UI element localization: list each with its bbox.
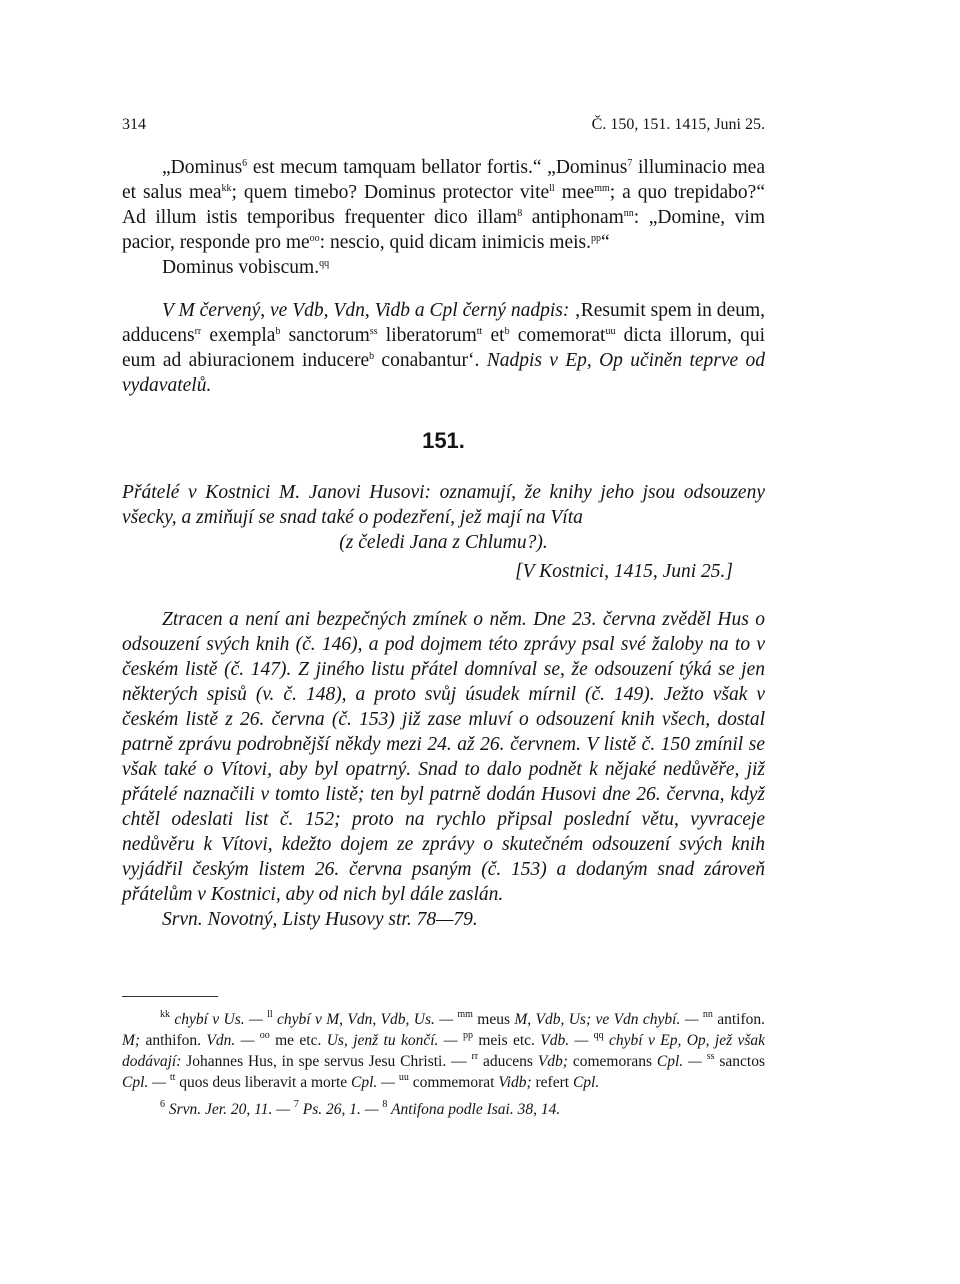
note-mark: ss [706,1051,715,1062]
document-number: 151. [422,428,465,453]
text-run: dicta illorum, qui eum ad abiuracionem inducere [122,325,766,371]
text-run: Cpl. — [351,1074,399,1091]
note-mark: 6 [160,1099,165,1110]
place-date: [V Kostnici, 1415, Juni 25.] [515,561,733,582]
note-mark: qq [319,258,330,269]
text-run: Dominus vobiscum. [162,257,320,278]
note-mark: ll [549,183,555,194]
document-heading: Přátelé v Kostnici M. Janovi Husovi: oznamují, že knihy jeho jsou odsouzeny všecky, a zmiňují se snad také o podezření, jež mají na Víta [122,482,765,528]
text-run: Vidb; [498,1074,532,1091]
text-run: Cpl. — [656,1053,707,1070]
text-run: et [482,325,505,346]
text-run: me etc. [269,1032,327,1049]
note-mark: qq [593,1030,604,1041]
text-run: V M červený, ve Vdb, Vdn, Vidb a Cpl černý nadpis: [162,300,570,321]
note-mark: pp [591,233,601,244]
text-run: illuminacio mea et salus mea [122,157,765,203]
note-mark: oo [309,233,320,244]
text-run: chybí v M, Vdn, Vdb, Us. — [272,1011,458,1028]
text-run: M; [122,1032,141,1049]
text-run: anthifon. [140,1032,207,1049]
text-run: liberatorum [377,325,477,346]
note-mark: uu [605,326,616,337]
running-head [122,116,765,134]
text-run: est mecum tamquam bellator fortis.“ „Dominus [247,157,628,178]
commentary-reference: Srvn. Novotný, Listy Husovy str. 78—79. [162,909,478,930]
text-run: : „Domine, vim pacior, responde pro me [122,207,765,253]
text-run: comemorans [567,1053,657,1070]
text-run: mee [554,182,595,203]
note-mark: 7 [627,158,633,169]
note-mark: tt [169,1072,176,1083]
text-run: Srvn. Jer. 20, 11. — [165,1101,294,1118]
note-mark: b [504,326,510,337]
note-mark: pp [462,1030,473,1041]
text-run: antiphonam [522,207,624,228]
text-run: refert [531,1074,573,1091]
note-mark: tt [476,326,483,337]
note-mark: 8 [517,208,523,219]
text-run: exempla [201,325,276,346]
text-run: M, Vdb, Us; ve Vdn chybí. — [514,1011,703,1028]
text-run: ; quem timebo? Dominus protector vite [231,182,550,203]
note-mark: nn [702,1009,713,1020]
text-run: Ps. 26, 1. — [298,1101,383,1118]
footnote-rule [122,996,218,997]
commentary: Ztracen a není ani bezpečných zmínek o něm. Dne 23. června zvěděl Hus o odsouzení svých knih (č. 146), a pod dojmem této zprávy psal své žaloby na to v českém listě (č. 147). Z jiného listu přátel domníval se, že odsouzení týká se jen některých spisů (v. č. 148), a proto svůj úsudek mírnil (č. 149). Ježto však v českém listě z 26. června (č. 153) již zase mluví o odsouzení knih všech, dostal patrně zprávu podrobnější někdy mezi 24. až 26. červnem. V listě č. 150 zmínil se však také o Vítovi, aby byl opatrný. Snad to dalo podnět k nějaké nedůvěře, již přátelé naznačili v tomto listě; ten byl patrně dodán Husovi dne 26. června, když chtěl odeslati list č. 152; proto na rychlo připsal poslední větu, vyvraceje nedůvěru k Vítovi, kdežto dojem ze zprávy o skutečném odsouzení svých knih vyjádřil českým listem 26. června psaným (č. 153) a dodaným snad zároveň přátelům v Kostnici, aby od nich byl dále zaslán. [122,609,765,905]
note-mark: kk [160,1009,170,1020]
text-run: Vdn. — [206,1032,260,1049]
text-run: Johannes Hus, in spe servus Jesu Christi. — [181,1053,472,1070]
document-heading-end: (z čeledi Jana z Chlumu?). [339,532,548,553]
text-run: antifon. [712,1011,765,1028]
text-run: Nadpis v Ep, Op učiněn teprve od vydavatelů. [122,350,765,396]
text-run: Cpl. — [122,1074,170,1091]
apparatus-note [122,298,765,398]
text-run: conabantur‘. [374,350,480,371]
note-mark: kk [221,183,232,194]
text-run: ‚Resumit spem in deum, adducens [122,300,765,346]
note-mark: b [369,351,375,362]
text-run: ; a quo trepidabo?“ Ad illum istis temporibus frequenter dico illam [122,182,765,228]
text-run: : nescio, quid dicam inimicis meis. [319,232,591,253]
text-run: „Dominus [162,157,243,178]
note-mark: 7 [293,1099,299,1110]
note-mark: mm [457,1009,473,1020]
text-run: meis etc. [472,1032,541,1049]
note-mark: 8 [382,1099,388,1110]
note-mark: oo [259,1030,270,1041]
note-mark: nn [623,208,634,219]
note-mark: rr [194,326,202,337]
note-mark: mm [594,183,610,194]
note-mark: 6 [242,158,248,169]
running-head-reference: Č. 150, 151. 1415, Juni 25. [591,116,765,133]
text-run: sanctorum [280,325,370,346]
page-number: 314 [122,116,146,133]
text-run: Cpl. [572,1074,600,1091]
text-run: Antifona podle Isai. 38, 14. [387,1101,561,1118]
text-run: sanctos [714,1053,765,1070]
text-run: chybí v Us. — [170,1011,268,1028]
text-run: commemorat [408,1074,499,1091]
note-mark: uu [398,1072,409,1083]
latin-quotation [122,155,765,255]
note-mark: rr [471,1051,479,1062]
note-mark: ll [267,1009,273,1020]
footnotes-sources [122,1099,765,1120]
text-run: Vdb. — [540,1032,594,1049]
text-run: quos deus liberavit a morte [175,1074,351,1091]
note-mark: b [275,326,281,337]
note-mark: ss [369,326,378,337]
text-run: comemorat [509,325,606,346]
footnotes-apparatus [122,1009,765,1093]
text-run: aducens [478,1053,538,1070]
text-run: Vdb; [537,1053,568,1070]
text-run: chybí v Ep, Op, jež však dodávají: [122,1032,766,1070]
text-run: meus [472,1011,515,1028]
text-run: Us, jenž tu končí. — [326,1032,463,1049]
text-run: “ [601,232,610,253]
closing-salutation [122,255,765,280]
